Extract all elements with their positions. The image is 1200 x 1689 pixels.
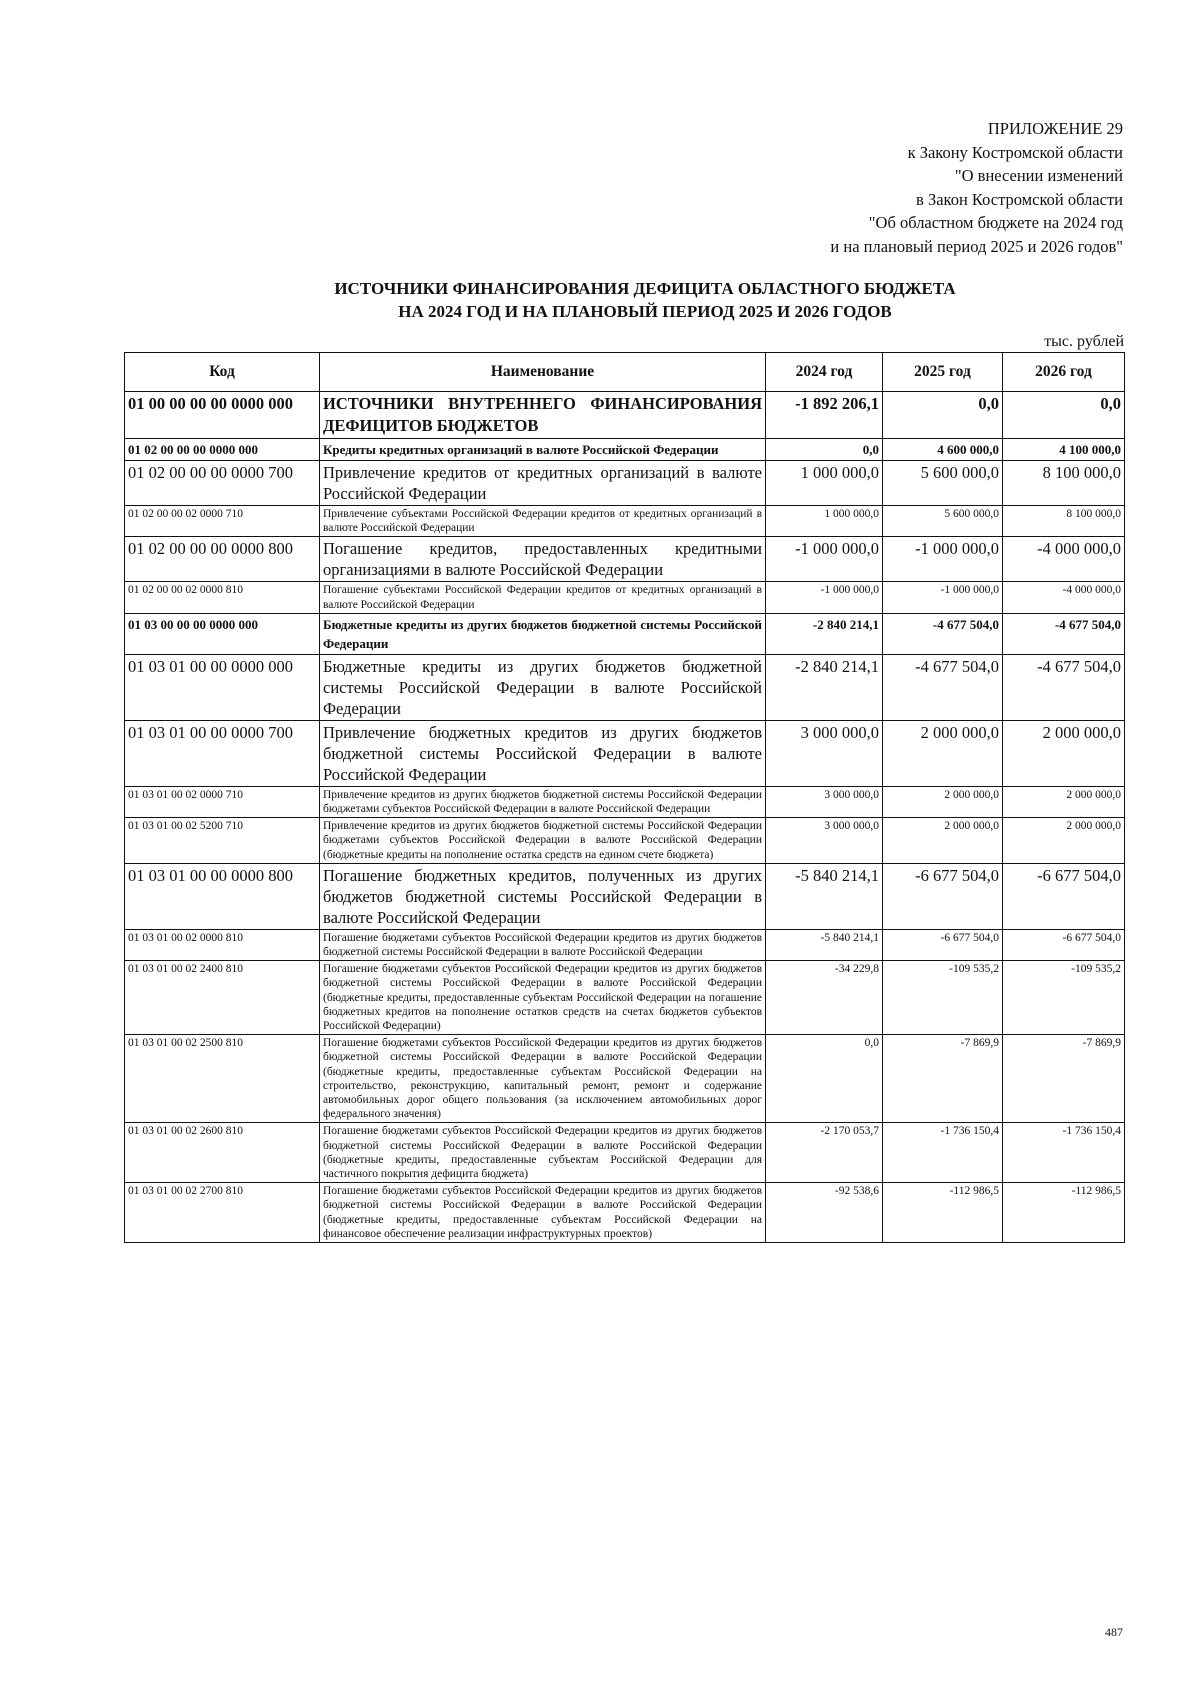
table-row <box>125 582 1125 613</box>
title-line: ИСТОЧНИКИ ФИНАНСИРОВАНИЯ ДЕФИЦИТА ОБЛАСТНОГО БЮДЖЕТА <box>334 279 956 298</box>
row-value-2026: 8 100 000,0 <box>1003 506 1125 537</box>
row-value-2026: -4 677 504,0 <box>1003 613 1125 654</box>
table-row <box>125 537 1125 582</box>
row-value-2026: -112 986,5 <box>1003 1183 1125 1243</box>
row-value-2026: -4 000 000,0 <box>1003 537 1125 582</box>
row-name: Погашение бюджетами субъектов Российской Федерации кредитов из других бюджетов бюджетной системы Российской Федерации в валюте Российской Федерации <box>320 929 766 960</box>
table-header-row <box>125 353 1125 392</box>
row-value-2025: 5 600 000,0 <box>883 461 1003 506</box>
row-name: Погашение бюджетами субъектов Российской Федерации кредитов из других бюджетов бюджетной системы Российской Федерации в валюте Российской Федерации (бюджетные кредиты, предоставленные субъектам Российской Федерации на финансовое обеспечение реализации инфраструктурных проектов) <box>320 1183 766 1243</box>
row-name: Бюджетные кредиты из других бюджетов бюджетной системы Российской Федерации <box>320 613 766 654</box>
row-code: 01 02 00 00 02 0000 810 <box>125 582 320 613</box>
row-name: ИСТОЧНИКИ ВНУТРЕННЕГО ФИНАНСИРОВАНИЯ ДЕФИЦИТОВ БЮДЖЕТОВ <box>320 392 766 439</box>
appendix-line: ПРИЛОЖЕНИЕ 29 <box>987 119 1123 138</box>
row-value-2025: 5 600 000,0 <box>883 506 1003 537</box>
page-number: 487 <box>1105 1625 1123 1639</box>
row-code: 01 03 01 00 02 2600 810 <box>125 1123 320 1183</box>
row-value-2025: -7 869,9 <box>883 1035 1003 1123</box>
row-value-2025: -4 677 504,0 <box>883 613 1003 654</box>
row-value-2025: 2 000 000,0 <box>883 818 1003 864</box>
row-value-2024: 0,0 <box>766 1035 883 1123</box>
row-value-2026: -4 677 504,0 <box>1003 654 1125 720</box>
row-value-2024: 1 000 000,0 <box>766 506 883 537</box>
row-name: Кредиты кредитных организаций в валюте Российской Федерации <box>320 439 766 461</box>
row-value-2026: -4 000 000,0 <box>1003 582 1125 613</box>
row-value-2024: -2 840 214,1 <box>766 613 883 654</box>
row-code: 01 03 00 00 00 0000 000 <box>125 613 320 654</box>
table-row <box>125 392 1125 439</box>
row-name: Привлечение кредитов от кредитных организаций в валюте Российской Федерации <box>320 461 766 506</box>
row-value-2024: 3 000 000,0 <box>766 720 883 786</box>
table-row <box>125 818 1125 864</box>
appendix-header <box>830 117 1123 258</box>
row-value-2026: 4 100 000,0 <box>1003 439 1125 461</box>
row-value-2025: 0,0 <box>883 392 1003 439</box>
row-value-2024: -1 000 000,0 <box>766 582 883 613</box>
row-value-2026: 2 000 000,0 <box>1003 720 1125 786</box>
row-code: 01 03 01 00 00 0000 000 <box>125 654 320 720</box>
row-value-2025: -1 000 000,0 <box>883 537 1003 582</box>
row-value-2025: -1 736 150,4 <box>883 1123 1003 1183</box>
row-code: 01 03 01 00 00 0000 700 <box>125 720 320 786</box>
row-value-2024: -2 840 214,1 <box>766 654 883 720</box>
row-name: Погашение субъектами Российской Федерации кредитов от кредитных организаций в валюте Российской Федерации <box>320 582 766 613</box>
row-value-2026: 2 000 000,0 <box>1003 818 1125 864</box>
appendix-line: к Закону Костромской области <box>907 142 1123 162</box>
row-code: 01 03 01 00 02 5200 710 <box>125 818 320 864</box>
row-value-2025: -112 986,5 <box>883 1183 1003 1243</box>
row-value-2026: -1 736 150,4 <box>1003 1123 1125 1183</box>
header-2026: 2026 год <box>1003 353 1125 392</box>
row-code: 01 03 01 00 02 2400 810 <box>125 961 320 1035</box>
row-value-2026: -7 869,9 <box>1003 1035 1125 1123</box>
row-name: Бюджетные кредиты из других бюджетов бюджетной системы Российской Федерации в валюте Российской Федерации <box>320 654 766 720</box>
title-line: НА 2024 ГОД И НА ПЛАНОВЫЙ ПЕРИОД 2025 И 2026 ГОДОВ <box>398 302 892 321</box>
row-name: Погашение бюджетами субъектов Российской Федерации кредитов из других бюджетов бюджетной системы Российской Федерации в валюте Российской Федерации (бюджетные кредиты, предоставленные субъектам Российской Федерации на погашение бюджетных кредитов на пополнение остатков средств на счетах бюджетов субъектов Российской Федерации) <box>320 961 766 1035</box>
header-2024: 2024 год <box>766 353 883 392</box>
row-value-2025: -109 535,2 <box>883 961 1003 1035</box>
table-row <box>125 439 1125 461</box>
row-value-2026: 2 000 000,0 <box>1003 786 1125 817</box>
table-row <box>125 1183 1125 1243</box>
row-value-2025: 4 600 000,0 <box>883 439 1003 461</box>
appendix-line: "Об областном бюджете на 2024 год <box>868 213 1123 232</box>
appendix-line: в Закон Костромской области <box>916 189 1123 209</box>
row-name: Привлечение кредитов из других бюджетов бюджетной системы Российской Федерации бюджетами субъектов Российской Федерации в валюте Российской Федерации (бюджетные кредиты на пополнение остатка средств на едином счете бюджета) <box>320 818 766 864</box>
table-row <box>125 929 1125 960</box>
row-name: Погашение кредитов, предоставленных кредитными организациями в валюте Российской Федерации <box>320 537 766 582</box>
row-value-2024: -34 229,8 <box>766 961 883 1035</box>
row-value-2025: -6 677 504,0 <box>883 929 1003 960</box>
row-value-2025: 2 000 000,0 <box>883 786 1003 817</box>
row-name: Погашение бюджетами субъектов Российской Федерации кредитов из других бюджетов бюджетной системы Российской Федерации в валюте Российской Федерации (бюджетные кредиты, предоставленные субъектам Российской Федерации для частичного покрытия дефицита бюджета) <box>320 1123 766 1183</box>
row-value-2024: -2 170 053,7 <box>766 1123 883 1183</box>
row-code: 01 03 01 00 02 0000 710 <box>125 786 320 817</box>
header-code: Код <box>125 353 320 392</box>
document-title <box>0 277 1200 323</box>
table-row <box>125 613 1125 654</box>
row-name: Привлечение субъектами Российской Федерации кредитов от кредитных организаций в валюте Российской Федерации <box>320 506 766 537</box>
table-row <box>125 1035 1125 1123</box>
table-row <box>125 863 1125 929</box>
budget-sources-table <box>124 352 1125 1243</box>
table-row <box>125 720 1125 786</box>
row-value-2024: 3 000 000,0 <box>766 786 883 817</box>
row-value-2026: 0,0 <box>1003 392 1125 439</box>
row-value-2026: 8 100 000,0 <box>1003 461 1125 506</box>
row-code: 01 03 01 00 02 2500 810 <box>125 1035 320 1123</box>
table-row <box>125 961 1125 1035</box>
row-value-2024: -1 000 000,0 <box>766 537 883 582</box>
row-code: 01 03 01 00 02 0000 810 <box>125 929 320 960</box>
row-code: 01 03 01 00 02 2700 810 <box>125 1183 320 1243</box>
units-label: тыс. рублей <box>1044 333 1124 350</box>
row-value-2025: -4 677 504,0 <box>883 654 1003 720</box>
table-row <box>125 506 1125 537</box>
row-value-2024: -1 892 206,1 <box>766 392 883 439</box>
row-value-2026: -109 535,2 <box>1003 961 1125 1035</box>
table-row <box>125 654 1125 720</box>
row-code: 01 03 01 00 00 0000 800 <box>125 863 320 929</box>
row-value-2025: -1 000 000,0 <box>883 582 1003 613</box>
row-value-2024: -92 538,6 <box>766 1183 883 1243</box>
table-row <box>125 461 1125 506</box>
row-code: 01 02 00 00 00 0000 700 <box>125 461 320 506</box>
row-name: Привлечение бюджетных кредитов из других бюджетов бюджетной системы Российской Федерации в валюте Российской Федерации <box>320 720 766 786</box>
row-code: 01 00 00 00 00 0000 000 <box>125 392 320 439</box>
row-value-2025: -6 677 504,0 <box>883 863 1003 929</box>
header-name: Наименование <box>320 353 766 392</box>
row-value-2024: 3 000 000,0 <box>766 818 883 864</box>
row-name: Погашение бюджетных кредитов, полученных из других бюджетов бюджетной системы Российской Федерации в валюте Российской Федерации <box>320 863 766 929</box>
row-value-2026: -6 677 504,0 <box>1003 929 1125 960</box>
row-value-2025: 2 000 000,0 <box>883 720 1003 786</box>
row-value-2024: -5 840 214,1 <box>766 863 883 929</box>
row-value-2026: -6 677 504,0 <box>1003 863 1125 929</box>
row-code: 01 02 00 00 00 0000 000 <box>125 439 320 461</box>
table-row <box>125 786 1125 817</box>
appendix-line: и на плановый период 2025 и 2026 годов" <box>830 236 1123 256</box>
row-name: Погашение бюджетами субъектов Российской Федерации кредитов из других бюджетов бюджетной системы Российской Федерации в валюте Российской Федерации (бюджетные кредиты, предоставленные субъектам Российской Федерации на строительство, реконструкцию, капитальный ремонт, ремонт и содержание автомобильных дорог общего пользования (за исключением автомобильных дорог федерального значения) <box>320 1035 766 1123</box>
appendix-line: "О внесении изменений <box>954 166 1123 185</box>
row-value-2024: -5 840 214,1 <box>766 929 883 960</box>
row-value-2024: 0,0 <box>766 439 883 461</box>
row-value-2024: 1 000 000,0 <box>766 461 883 506</box>
table-row <box>125 1123 1125 1183</box>
row-name: Привлечение кредитов из других бюджетов бюджетной системы Российской Федерации бюджетами субъектов Российской Федерации в валюте Российской Федерации <box>320 786 766 817</box>
row-code: 01 02 00 00 02 0000 710 <box>125 506 320 537</box>
header-2025: 2025 год <box>883 353 1003 392</box>
row-code: 01 02 00 00 00 0000 800 <box>125 537 320 582</box>
